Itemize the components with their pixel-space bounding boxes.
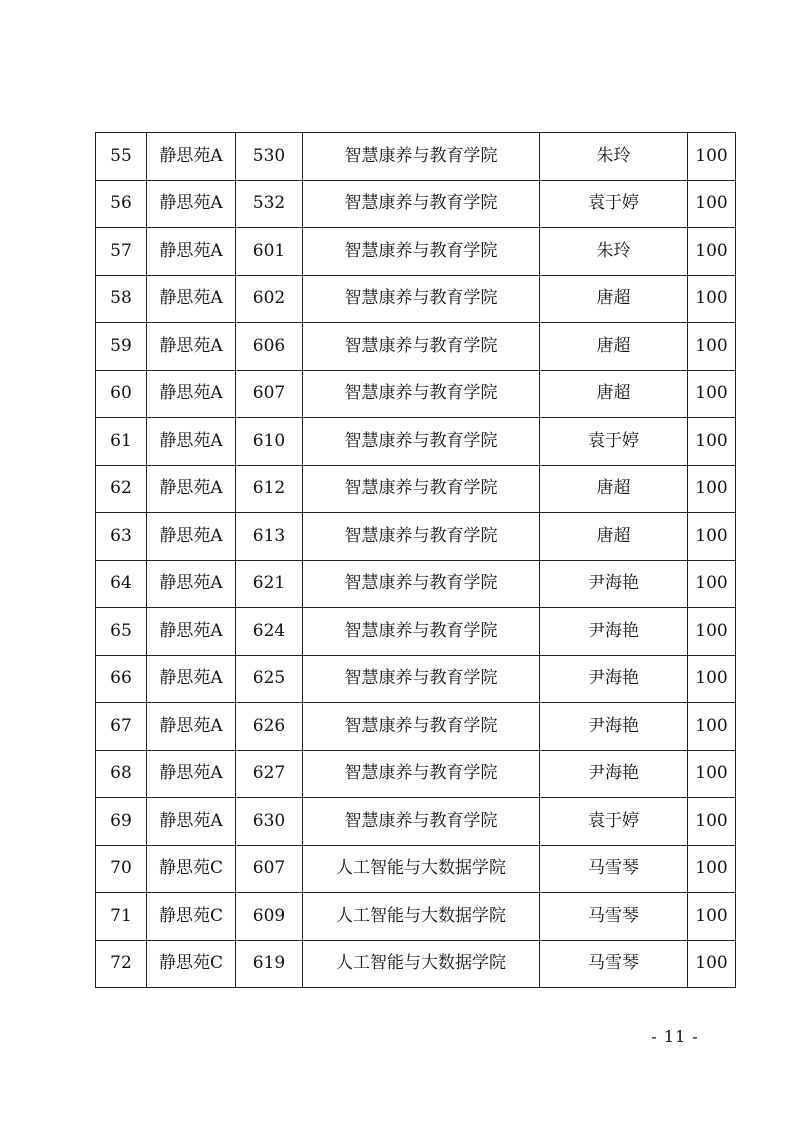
table-row (96, 845, 736, 893)
room-number-cell: 610 (236, 418, 303, 466)
college-cell: 智慧康养与教育学院 (303, 560, 540, 608)
table-row (96, 228, 736, 276)
room-number-cell: 612 (236, 465, 303, 513)
row-number-cell: 70 (96, 845, 147, 893)
building-cell: 静思苑A (147, 323, 236, 371)
building-cell: 静思苑A (147, 465, 236, 513)
table-row (96, 655, 736, 703)
college-cell: 智慧康养与教育学院 (303, 133, 540, 181)
score-cell: 100 (688, 370, 736, 418)
table-row (96, 703, 736, 751)
college-cell: 智慧康养与教育学院 (303, 370, 540, 418)
table-row (96, 275, 736, 323)
teacher-cell: 马雪琴 (540, 940, 688, 988)
building-cell: 静思苑A (147, 370, 236, 418)
college-cell: 智慧康养与教育学院 (303, 750, 540, 798)
row-number-cell: 57 (96, 228, 147, 276)
building-cell: 静思苑A (147, 275, 236, 323)
row-number-cell: 66 (96, 655, 147, 703)
table-row (96, 750, 736, 798)
teacher-cell: 尹海艳 (540, 703, 688, 751)
score-cell: 100 (688, 465, 736, 513)
building-cell: 静思苑A (147, 750, 236, 798)
teacher-cell: 唐超 (540, 323, 688, 371)
room-number-cell: 621 (236, 560, 303, 608)
building-cell: 静思苑A (147, 418, 236, 466)
college-cell: 智慧康养与教育学院 (303, 513, 540, 561)
room-number-cell: 630 (236, 798, 303, 846)
college-cell: 智慧康养与教育学院 (303, 418, 540, 466)
room-number-cell: 626 (236, 703, 303, 751)
row-number-cell: 62 (96, 465, 147, 513)
college-cell: 智慧康养与教育学院 (303, 608, 540, 656)
teacher-cell: 尹海艳 (540, 750, 688, 798)
room-number-cell: 624 (236, 608, 303, 656)
score-cell: 100 (688, 940, 736, 988)
row-number-cell: 69 (96, 798, 147, 846)
room-number-cell: 601 (236, 228, 303, 276)
table-row (96, 370, 736, 418)
score-cell: 100 (688, 418, 736, 466)
row-number-cell: 65 (96, 608, 147, 656)
building-cell: 静思苑C (147, 893, 236, 941)
teacher-cell: 唐超 (540, 370, 688, 418)
room-number-cell: 607 (236, 845, 303, 893)
room-number-cell: 619 (236, 940, 303, 988)
college-cell: 人工智能与大数据学院 (303, 893, 540, 941)
building-cell: 静思苑A (147, 655, 236, 703)
row-number-cell: 55 (96, 133, 147, 181)
college-cell: 智慧康养与教育学院 (303, 703, 540, 751)
dormitory-score-table (95, 132, 736, 988)
building-cell: 静思苑A (147, 133, 236, 181)
row-number-cell: 59 (96, 323, 147, 371)
table-row (96, 323, 736, 371)
room-number-cell: 606 (236, 323, 303, 371)
teacher-cell: 尹海艳 (540, 560, 688, 608)
teacher-cell: 朱玲 (540, 133, 688, 181)
row-number-cell: 71 (96, 893, 147, 941)
row-number-cell: 61 (96, 418, 147, 466)
table-row (96, 608, 736, 656)
table-row (96, 560, 736, 608)
room-number-cell: 532 (236, 180, 303, 228)
row-number-cell: 56 (96, 180, 147, 228)
room-number-cell: 602 (236, 275, 303, 323)
college-cell: 智慧康养与教育学院 (303, 180, 540, 228)
room-number-cell: 613 (236, 513, 303, 561)
table-row (96, 180, 736, 228)
teacher-cell: 唐超 (540, 275, 688, 323)
building-cell: 静思苑A (147, 798, 236, 846)
college-cell: 智慧康养与教育学院 (303, 798, 540, 846)
score-cell: 100 (688, 750, 736, 798)
row-number-cell: 58 (96, 275, 147, 323)
row-number-cell: 67 (96, 703, 147, 751)
building-cell: 静思苑A (147, 703, 236, 751)
score-cell: 100 (688, 275, 736, 323)
room-number-cell: 609 (236, 893, 303, 941)
table-row (96, 133, 736, 181)
teacher-cell: 袁于婷 (540, 180, 688, 228)
teacher-cell: 唐超 (540, 513, 688, 561)
college-cell: 人工智能与大数据学院 (303, 940, 540, 988)
row-number-cell: 63 (96, 513, 147, 561)
room-number-cell: 607 (236, 370, 303, 418)
college-cell: 智慧康养与教育学院 (303, 323, 540, 371)
score-cell: 100 (688, 560, 736, 608)
row-number-cell: 72 (96, 940, 147, 988)
teacher-cell: 马雪琴 (540, 893, 688, 941)
room-number-cell: 530 (236, 133, 303, 181)
score-cell: 100 (688, 323, 736, 371)
table-row (96, 418, 736, 466)
table-row (96, 465, 736, 513)
college-cell: 智慧康养与教育学院 (303, 465, 540, 513)
teacher-cell: 尹海艳 (540, 655, 688, 703)
page-number: - 11 - (651, 1027, 699, 1046)
building-cell: 静思苑C (147, 940, 236, 988)
score-cell: 100 (688, 703, 736, 751)
building-cell: 静思苑A (147, 560, 236, 608)
table-row (96, 940, 736, 988)
building-cell: 静思苑C (147, 845, 236, 893)
teacher-cell: 袁于婷 (540, 418, 688, 466)
score-cell: 100 (688, 655, 736, 703)
college-cell: 人工智能与大数据学院 (303, 845, 540, 893)
teacher-cell: 马雪琴 (540, 845, 688, 893)
table-row (96, 513, 736, 561)
college-cell: 智慧康养与教育学院 (303, 228, 540, 276)
building-cell: 静思苑A (147, 513, 236, 561)
score-cell: 100 (688, 893, 736, 941)
building-cell: 静思苑A (147, 608, 236, 656)
table-row (96, 798, 736, 846)
teacher-cell: 朱玲 (540, 228, 688, 276)
row-number-cell: 68 (96, 750, 147, 798)
row-number-cell: 64 (96, 560, 147, 608)
score-cell: 100 (688, 133, 736, 181)
teacher-cell: 唐超 (540, 465, 688, 513)
score-cell: 100 (688, 513, 736, 561)
building-cell: 静思苑A (147, 228, 236, 276)
room-number-cell: 627 (236, 750, 303, 798)
score-cell: 100 (688, 180, 736, 228)
teacher-cell: 尹海艳 (540, 608, 688, 656)
room-number-cell: 625 (236, 655, 303, 703)
college-cell: 智慧康养与教育学院 (303, 275, 540, 323)
score-cell: 100 (688, 798, 736, 846)
score-cell: 100 (688, 608, 736, 656)
score-cell: 100 (688, 228, 736, 276)
table-body (96, 133, 736, 988)
college-cell: 智慧康养与教育学院 (303, 655, 540, 703)
row-number-cell: 60 (96, 370, 147, 418)
building-cell: 静思苑A (147, 180, 236, 228)
teacher-cell: 袁于婷 (540, 798, 688, 846)
table-row (96, 893, 736, 941)
score-cell: 100 (688, 845, 736, 893)
